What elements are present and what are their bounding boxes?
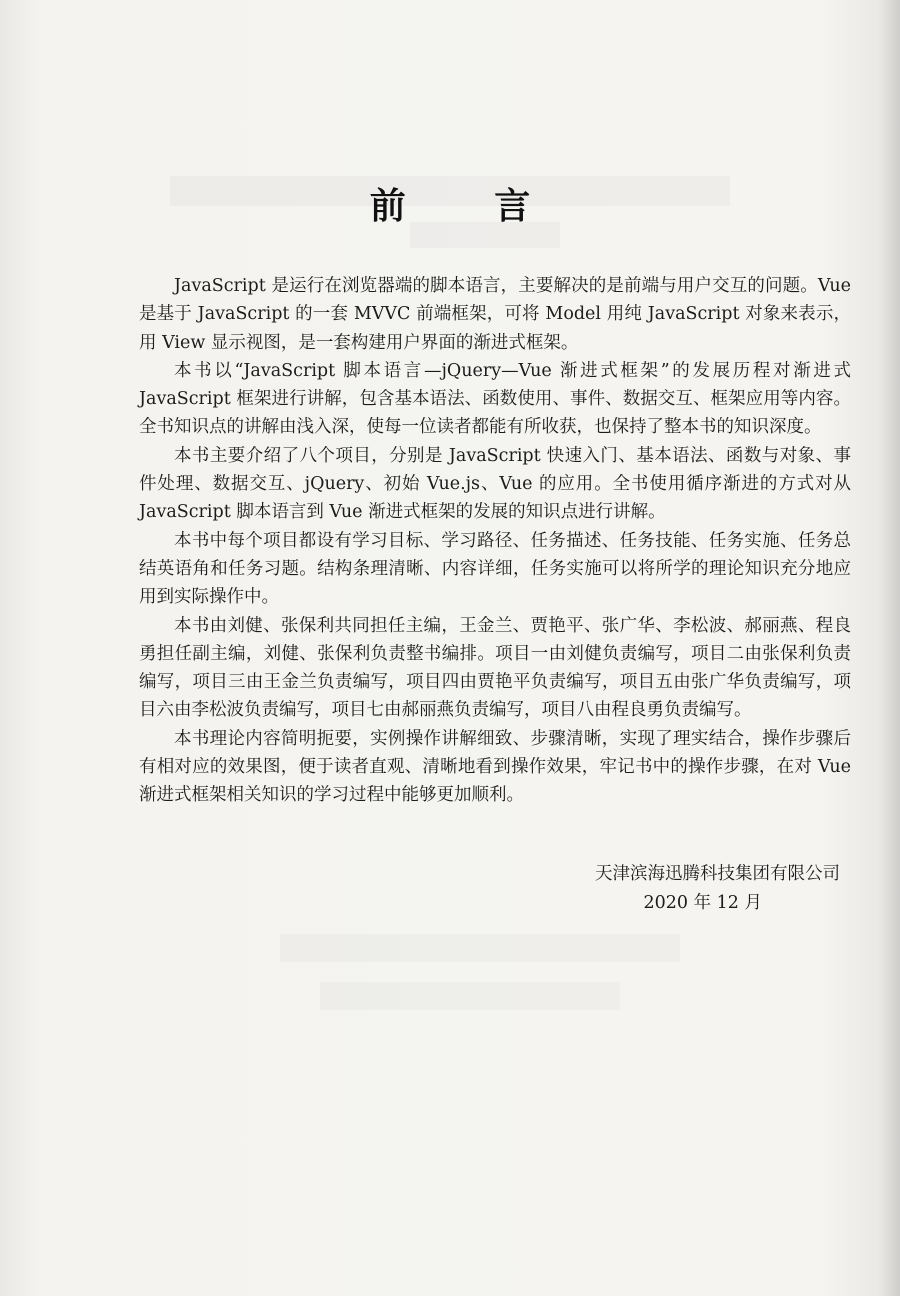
paragraph-6: 本书理论内容简明扼要，实例操作讲解细致、步骤清晰，实现了理实结合，操作步骤后有相对应的效果图，便于读者直观、清晰地看到操作效果，牢记书中的操作步骤，在对 Vue 渐进式框架相关知识的学习过程中能够更加顺利。 — [139, 728, 851, 806]
paragraph-2: 本书以“JavaScript 脚本语言—jQuery—Vue 渐进式框架”的发展历程对渐进式 JavaScript 框架进行讲解，包含基本语法、函数使用、事件、数据交互、框架应用等内容。全书知识点的讲解由浅入深，使每一位读者都能有所收获，也保持了整本书的知识深度。 — [139, 360, 851, 438]
page-title: 前 言 — [369, 185, 569, 227]
signature-date: 2020 年 12 月 — [643, 893, 762, 913]
paragraph-1: JavaScript 是运行在浏览器端的脚本语言，主要解决的是前端与用户交互的问题。Vue 是基于 JavaScript 的一套 MVVC 前端框架，可将 Model 用纯 JavaScript 对象来表示，用 View 显示视图，是一套构建用户界面的渐进式框架。 — [139, 276, 851, 353]
signature-organization: 天津滨海迅腾科技集团有限公司 — [595, 864, 840, 884]
paragraph-5: 本书由刘健、张保利共同担任主编，王金兰、贾艳平、张广华、李松波、郝丽燕、程良勇担任副主编，刘健、张保利负责整书编排。项目一由刘健负责编写，项目二由张保利负责编写，项目三由王金兰负责编写，项目四由贾艳平负责编写，项目五由张广华负责编写，项目六由李松波负责编写，项目七由郝丽燕负责编写，项目八由程良勇负责编写。 — [139, 615, 851, 721]
signature-block — [595, 860, 840, 918]
preface-body — [139, 272, 851, 810]
bleed-through-block-3 — [280, 934, 680, 962]
paragraph-3: 本书主要介绍了八个项目，分别是 JavaScript 快速入门、基本语法、函数与对象、事件处理、数据交互、jQuery、初始 Vue.js、Vue 的应用。全书使用循序渐进的方式对从 JavaScript 脚本语言到 Vue 渐进式框架的发展的知识点进行讲解。 — [139, 445, 851, 523]
bleed-through-block-4 — [320, 982, 620, 1010]
paragraph-4: 本书中每个项目都设有学习目标、学习路径、任务描述、任务技能、任务实施、任务总结英语角和任务习题。结构条理清晰、内容详细，任务实施可以将所学的理论知识充分地应用到实际操作中。 — [139, 530, 851, 608]
